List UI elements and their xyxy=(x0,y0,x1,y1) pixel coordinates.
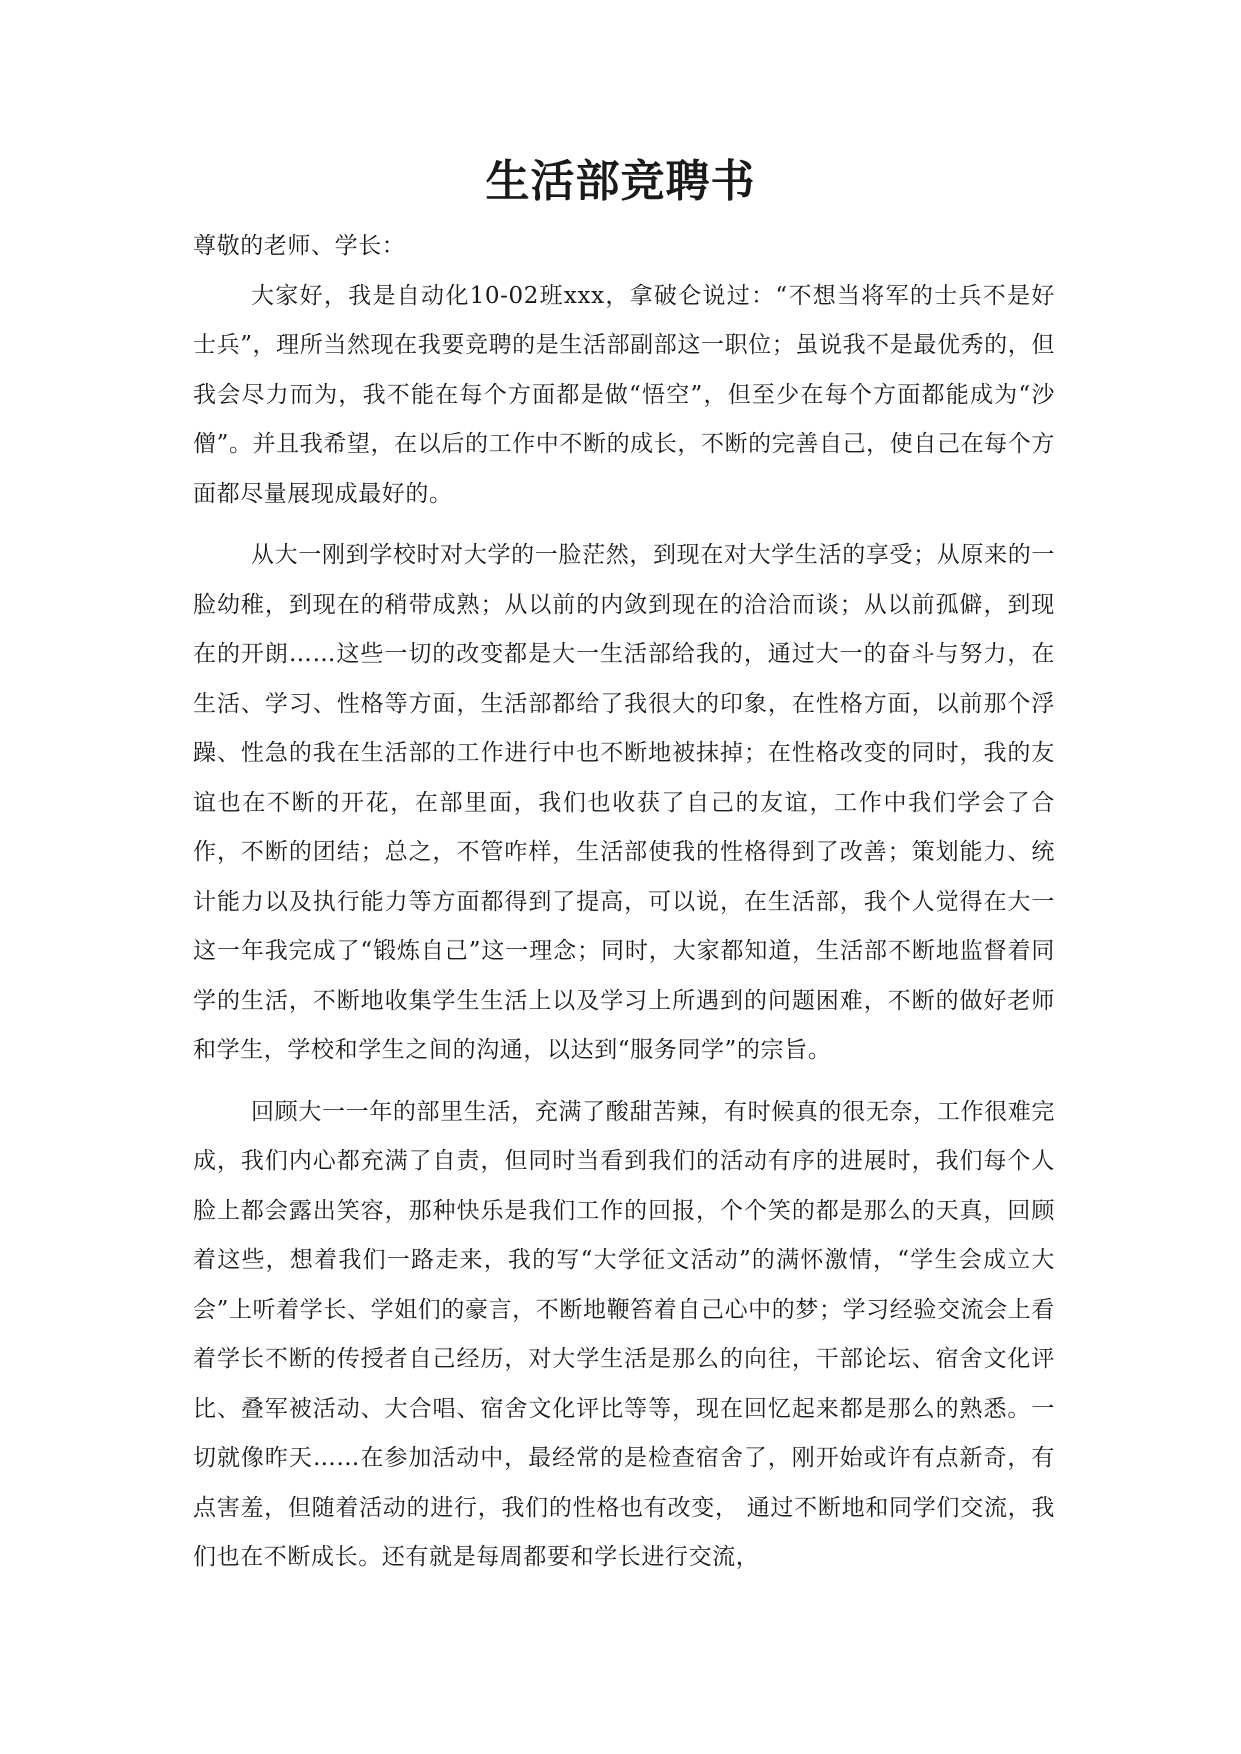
salutation: 尊敬的老师、学长： xyxy=(193,233,406,259)
document-body xyxy=(193,222,1055,1583)
paragraph-gap xyxy=(193,1076,1055,1088)
document-title: 生活部竞聘书 xyxy=(485,156,756,207)
paragraph-review: 回顾大一一年的部里生活，充满了酸甜苦辣，有时候真的很无奈，工作很难完成，我们内心都充满了自责，但同时当看到我们的活动有序的进展时，我们每个人脸上都会露出笑容，那种快乐是我们工作的回报，个个笑的都是那么的天真，回顾着这些，想着我们一路走来，我的写“大学征文活动”的满怀激情，“学生会成立大会”上听着学长、学姐们的豪言，不断地鞭笞着自己心中的梦；学习经验交流会上看着学长不断的传授者自己经历，对大学生活是那么的向往，干部论坛、宿舍文化评比、叠军被活动、大合唱、宿舍文化评比等等，现在回忆起来都是那么的熟悉。一切就像昨天……在参加活动中，最经常的是检查宿舍了，刚开始或许有点新奇，有点害羞，但随着活动的进行，我们的性格也有改变， 通过不断地和同学们交流，我们也在不断成长。还有就是每周都要和学长进行交流， xyxy=(193,1098,1055,1570)
paragraph-gap xyxy=(193,519,1055,531)
paragraph-growth: 从大一刚到学校时对大学的一脸茫然，到现在对大学生活的享受；从原来的一脸幼稚，到现在的稍带成熟；从以前的内敛到现在的洽洽而谈；从以前孤僻，到现在的开朗……这些一切的改变都是大一生活部给我的，通过大一的奋斗与努力，在生活、学习、性格等方面，生活部都给了我很大的印象，在性格方面，以前那个浮躁、性急的我在生活部的工作进行中也不断地被抹掉；在性格改变的同时，我的友谊也在不断的开花，在部里面，我们也收获了自己的友谊，工作中我们学会了合作，不断的团结；总之，不管咋样，生活部使我的性格得到了改善；策划能力、统计能力以及执行能力等方面都得到了提高，可以说，在生活部，我个人觉得在大一这一年我完成了“锻炼自己”这一理念；同时，大家都知道，生活部不断地监督着同学的生活，不断地收集学生生活上以及学习上所遇到的问题困难，不断的做好老师和学生，学校和学生之间的沟通，以达到“服务同学”的宗旨。 xyxy=(193,542,1055,1063)
paragraph-intro: 大家好，我是自动化10-02班xxx，拿破仑说过：“不想当将军的士兵不是好士兵”，理所当然现在我要竞聘的是生活部副部这一职位；虽说我不是最优秀的，但我会尽力而为，我不能在每个方面都是做“悟空”，但至少在每个方面都能成为“沙僧”。并且我希望，在以后的工作中不断的成长，不断的完善自己，使自己在每个方面都尽量展现成最好的。 xyxy=(193,282,1055,507)
